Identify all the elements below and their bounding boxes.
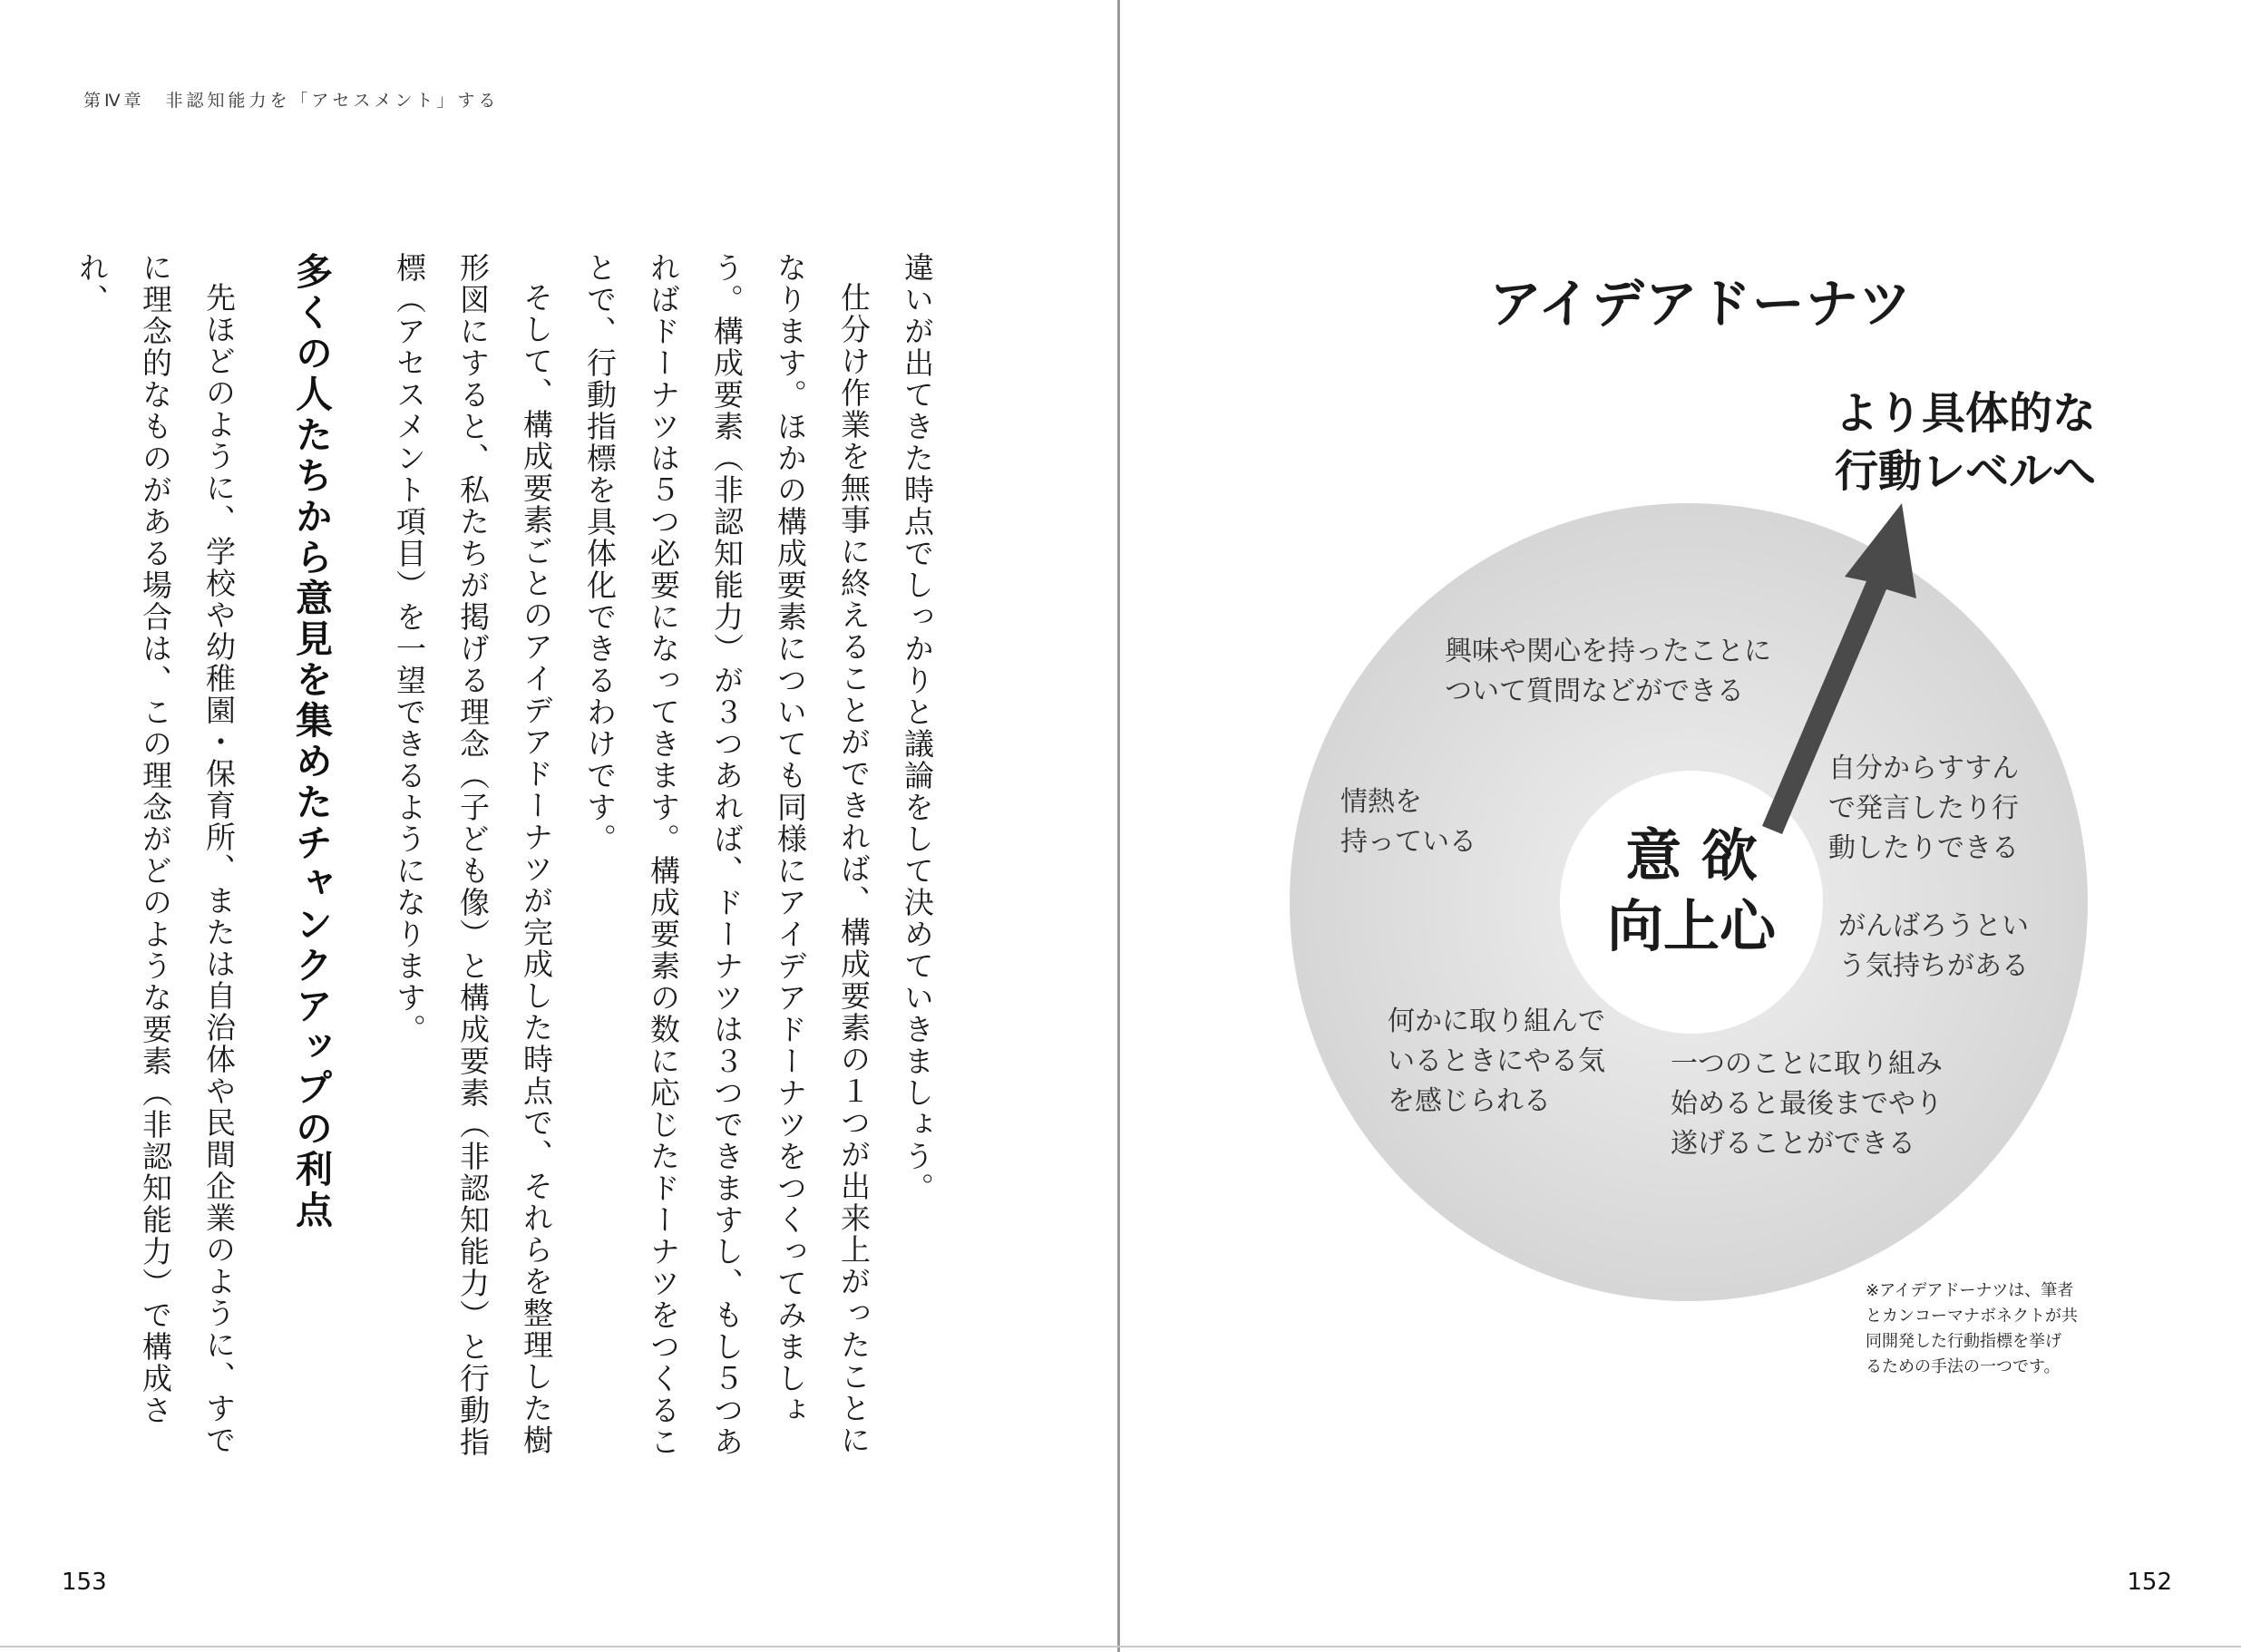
footnote-line-1: ※アイデアドーナツは、筆者: [1866, 1281, 2074, 1300]
paragraph-3: そして、構成要素ごとのアイデアドーナツが完成した時点で、それらを整理した樹形図にすると、私たちが掲げる理念（子ども像）と構成要素（非認知能力）と行動指標（アセスメント項目）を一望できるようになります。: [392, 252, 554, 1458]
arrow-label-line-2: 行動レベルへ: [1835, 446, 2097, 497]
trait-2: [1828, 749, 2019, 869]
trait-6-line-3: 遂げることができる: [1671, 1128, 1915, 1160]
paragraph-2: 仕分け作業を無事に終えることができれば、構成要素の１つが出来上がったことになります。ほかの構成要素についても同様にアイデアドーナツをつくってみましょう。構成要素（非認知能力）が３つあれば、ドーナツは３つできますし、もし５つあればドーナツは５つ必要になってきます。構成要素の数に応じたドーナツをつくることで、行動指標を具体化できるわけです。: [582, 252, 872, 1458]
paragraph-4: 先ほどのように、学校や幼稚園・保育所、または自治体や民間企業のように、すでに理念的なものがある場合は、この理念がどのような要素（非認知能力）で構成され、: [74, 252, 237, 1456]
section-heading: 多くの人たちから意見を集めたチャンクアップの利点: [289, 252, 333, 1231]
paragraph-1: 違いが出てきた時点でしっかりと議論をして決めていきましょう。: [900, 252, 935, 1204]
trait-5-line-3: を感じられる: [1388, 1085, 1551, 1117]
diagram-title: アイデアドーナツ: [1489, 273, 1913, 335]
running-head: 第Ⅳ章 非認知能力を「アセスメント」する: [83, 91, 500, 111]
left-page: [0, 0, 1117, 1652]
trait-3: [1340, 782, 1476, 862]
trait-1-line-2: ついて質問などができる: [1445, 675, 1744, 707]
trait-1-line-1: 興味や関心を持ったことに: [1445, 636, 1771, 667]
trait-2-line-2: で発言したり行: [1828, 792, 2019, 824]
right-page: [1120, 0, 2241, 1652]
footnote-line-4: るための手法の一つです。: [1866, 1357, 2061, 1376]
arrow-label: [1835, 384, 2096, 500]
trait-1: [1445, 632, 1771, 712]
trait-6: [1671, 1045, 1943, 1164]
center-label: [1560, 821, 1823, 962]
trait-5-line-1: 何かに取り組んで: [1388, 1006, 1605, 1037]
trait-4-line-1: がんばろうとい: [1838, 910, 2029, 942]
footnote: [1866, 1278, 2078, 1380]
trait-5: [1388, 1002, 1605, 1122]
page-number-right: 152: [2127, 1569, 2172, 1596]
trait-3-line-2: 持っている: [1340, 826, 1476, 858]
page-number-left: 153: [62, 1569, 107, 1596]
trait-5-line-2: いるときにやる気: [1388, 1045, 1605, 1077]
trait-6-line-1: 一つのことに取り組み: [1671, 1048, 1943, 1080]
center-label-line-2: 向上心: [1606, 893, 1776, 959]
trait-6-line-2: 始めると最後までやり: [1671, 1088, 1943, 1120]
trait-4-line-2: う気持ちがある: [1838, 950, 2029, 982]
body-text: [60, 252, 949, 1485]
trait-2-line-3: 動したりできる: [1828, 832, 2019, 864]
arrow-label-line-1: より具体的な: [1835, 388, 2097, 439]
trait-3-line-1: 情熱を: [1340, 786, 1422, 818]
trait-2-line-1: 自分からすすん: [1828, 753, 2020, 784]
bottom-edge-line: [0, 1646, 2241, 1647]
trait-4: [1838, 907, 2029, 986]
footnote-line-2: とカンコーマナボネクトが共: [1866, 1307, 2078, 1326]
center-label-line-1: 意 欲: [1625, 822, 1758, 889]
footnote-line-3: 同開発した行動指標を挙げ: [1866, 1332, 2061, 1351]
